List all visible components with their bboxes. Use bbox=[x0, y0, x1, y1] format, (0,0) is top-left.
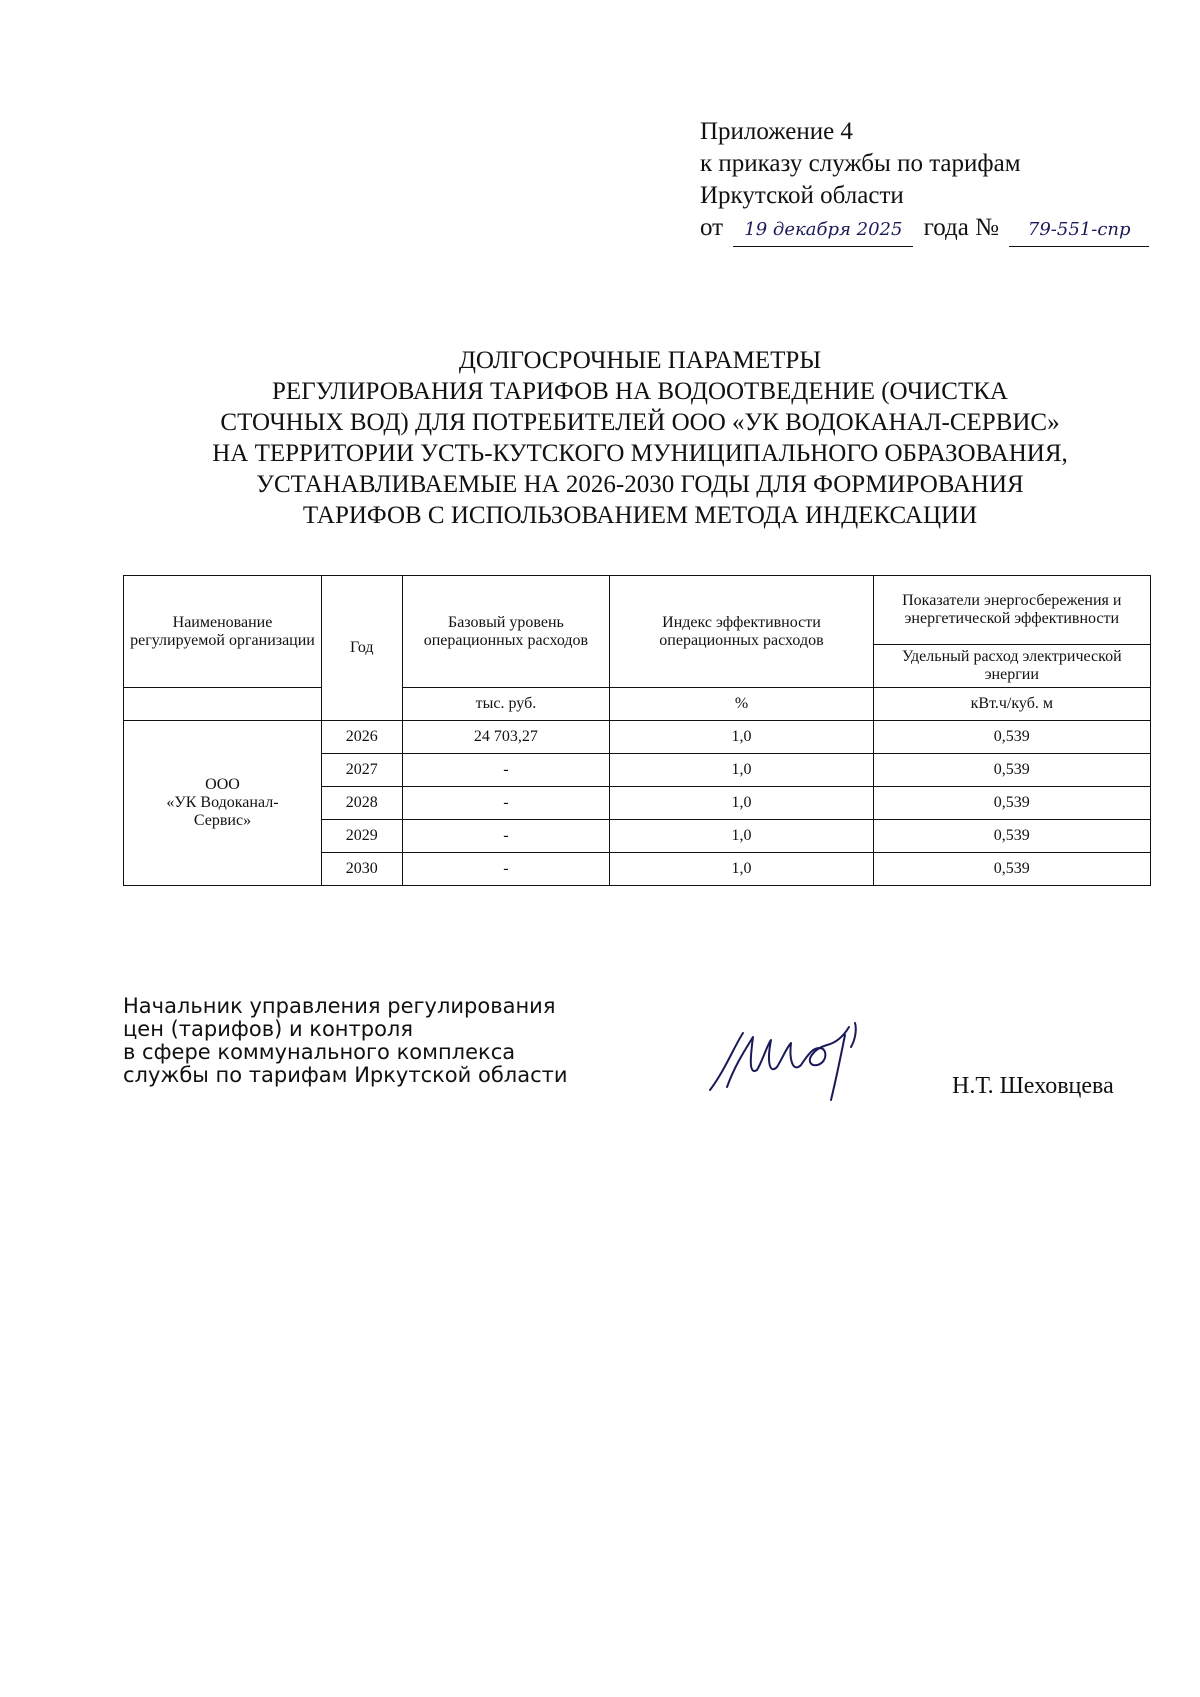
unit-energy: кВт.ч/куб. м bbox=[873, 688, 1150, 721]
unit-base: тыс. руб. bbox=[402, 688, 610, 721]
index-cell: 1,0 bbox=[610, 754, 873, 787]
title-line: УСТАНАВЛИВАЕМЫЕ НА 2026-2030 ГОДЫ ДЛЯ ФОРМИРОВАНИЯ bbox=[256, 471, 1024, 498]
base-cell: 24 703,27 bbox=[402, 721, 610, 754]
energy-cell: 0,539 bbox=[873, 721, 1150, 754]
position-line: службы по тарифам Иркутской области bbox=[123, 1063, 568, 1087]
title-line: НА ТЕРРИТОРИИ УСТЬ-КУТСКОГО МУНИЦИПАЛЬНОГО ОБРАЗОВАНИЯ, bbox=[212, 440, 1068, 467]
handwritten-order-number: 79-551-спр bbox=[1009, 214, 1149, 247]
base-cell: - bbox=[402, 820, 610, 853]
appendix-line-3: Иркутской области bbox=[700, 182, 904, 209]
handwritten-date: 19 декабря 2025 bbox=[733, 214, 913, 247]
header-efficiency-index: Индекс эффективности операционных расходов bbox=[610, 576, 873, 688]
appendix-line-2: к приказу службы по тарифам bbox=[700, 150, 1021, 177]
index-cell: 1,0 bbox=[610, 820, 873, 853]
signer-name: Н.Т. Шеховцева bbox=[952, 1073, 1114, 1099]
index-cell: 1,0 bbox=[610, 853, 873, 886]
from-prefix: от bbox=[700, 214, 724, 241]
organization-line: Сервис» bbox=[193, 812, 252, 829]
units-empty-cell bbox=[124, 688, 322, 721]
base-cell: - bbox=[402, 754, 610, 787]
energy-cell: 0,539 bbox=[873, 853, 1150, 886]
base-cell: - bbox=[402, 787, 610, 820]
title-line: СТОЧНЫХ ВОД) ДЛЯ ПОТРЕБИТЕЛЕЙ ООО «УК ВОДОКАНАЛ-СЕРВИС» bbox=[220, 409, 1060, 436]
appendix-line-1: Приложение 4 bbox=[700, 118, 853, 145]
year-cell: 2026 bbox=[321, 721, 402, 754]
energy-cell: 0,539 bbox=[873, 820, 1150, 853]
appendix-line-4 bbox=[700, 212, 1149, 247]
header-organization: Наименование регулируемой организации bbox=[124, 576, 322, 688]
units-row bbox=[124, 688, 1151, 721]
table-row bbox=[124, 721, 1151, 754]
title-line: РЕГУЛИРОВАНИЯ ТАРИФОВ НА ВОДООТВЕДЕНИЕ (ОЧИСТКА bbox=[272, 378, 1008, 405]
signatory-position bbox=[123, 995, 568, 1087]
index-cell: 1,0 bbox=[610, 721, 873, 754]
position-line: цен (тарифов) и контроля bbox=[123, 1017, 413, 1041]
year-cell: 2030 bbox=[321, 853, 402, 886]
header-base-level: Базовый уровень операционных расходов bbox=[402, 576, 610, 688]
organization-cell bbox=[124, 721, 322, 886]
energy-cell: 0,539 bbox=[873, 754, 1150, 787]
title-line: ДОЛГОСРОЧНЫЕ ПАРАМЕТРЫ bbox=[458, 347, 822, 374]
title-line: ТАРИФОВ С ИСПОЛЬЗОВАНИЕМ МЕТОДА ИНДЕКСАЦИИ bbox=[302, 502, 978, 529]
header-energy-consumption: Удельный расход электрической энергии bbox=[873, 645, 1150, 688]
handwritten-signature bbox=[705, 1015, 925, 1105]
organization-line: «УК Водоканал- bbox=[166, 794, 279, 811]
header-row bbox=[124, 576, 1151, 645]
year-cell: 2027 bbox=[321, 754, 402, 787]
base-cell: - bbox=[402, 853, 610, 886]
position-line: Начальник управления регулирования bbox=[123, 994, 556, 1018]
organization-line: ООО bbox=[205, 776, 240, 793]
parameters-table bbox=[123, 575, 1151, 886]
year-cell: 2029 bbox=[321, 820, 402, 853]
energy-cell: 0,539 bbox=[873, 787, 1150, 820]
header-energy-group: Показатели энергосбережения и энергетической эффективности bbox=[873, 576, 1150, 645]
document-title bbox=[140, 345, 1140, 531]
year-cell: 2028 bbox=[321, 787, 402, 820]
header-year: Год bbox=[321, 576, 402, 721]
position-line: в сфере коммунального комплекса bbox=[123, 1040, 516, 1064]
appendix-block bbox=[700, 116, 1149, 247]
unit-index: % bbox=[610, 688, 873, 721]
year-word: года № bbox=[923, 214, 999, 241]
index-cell: 1,0 bbox=[610, 787, 873, 820]
